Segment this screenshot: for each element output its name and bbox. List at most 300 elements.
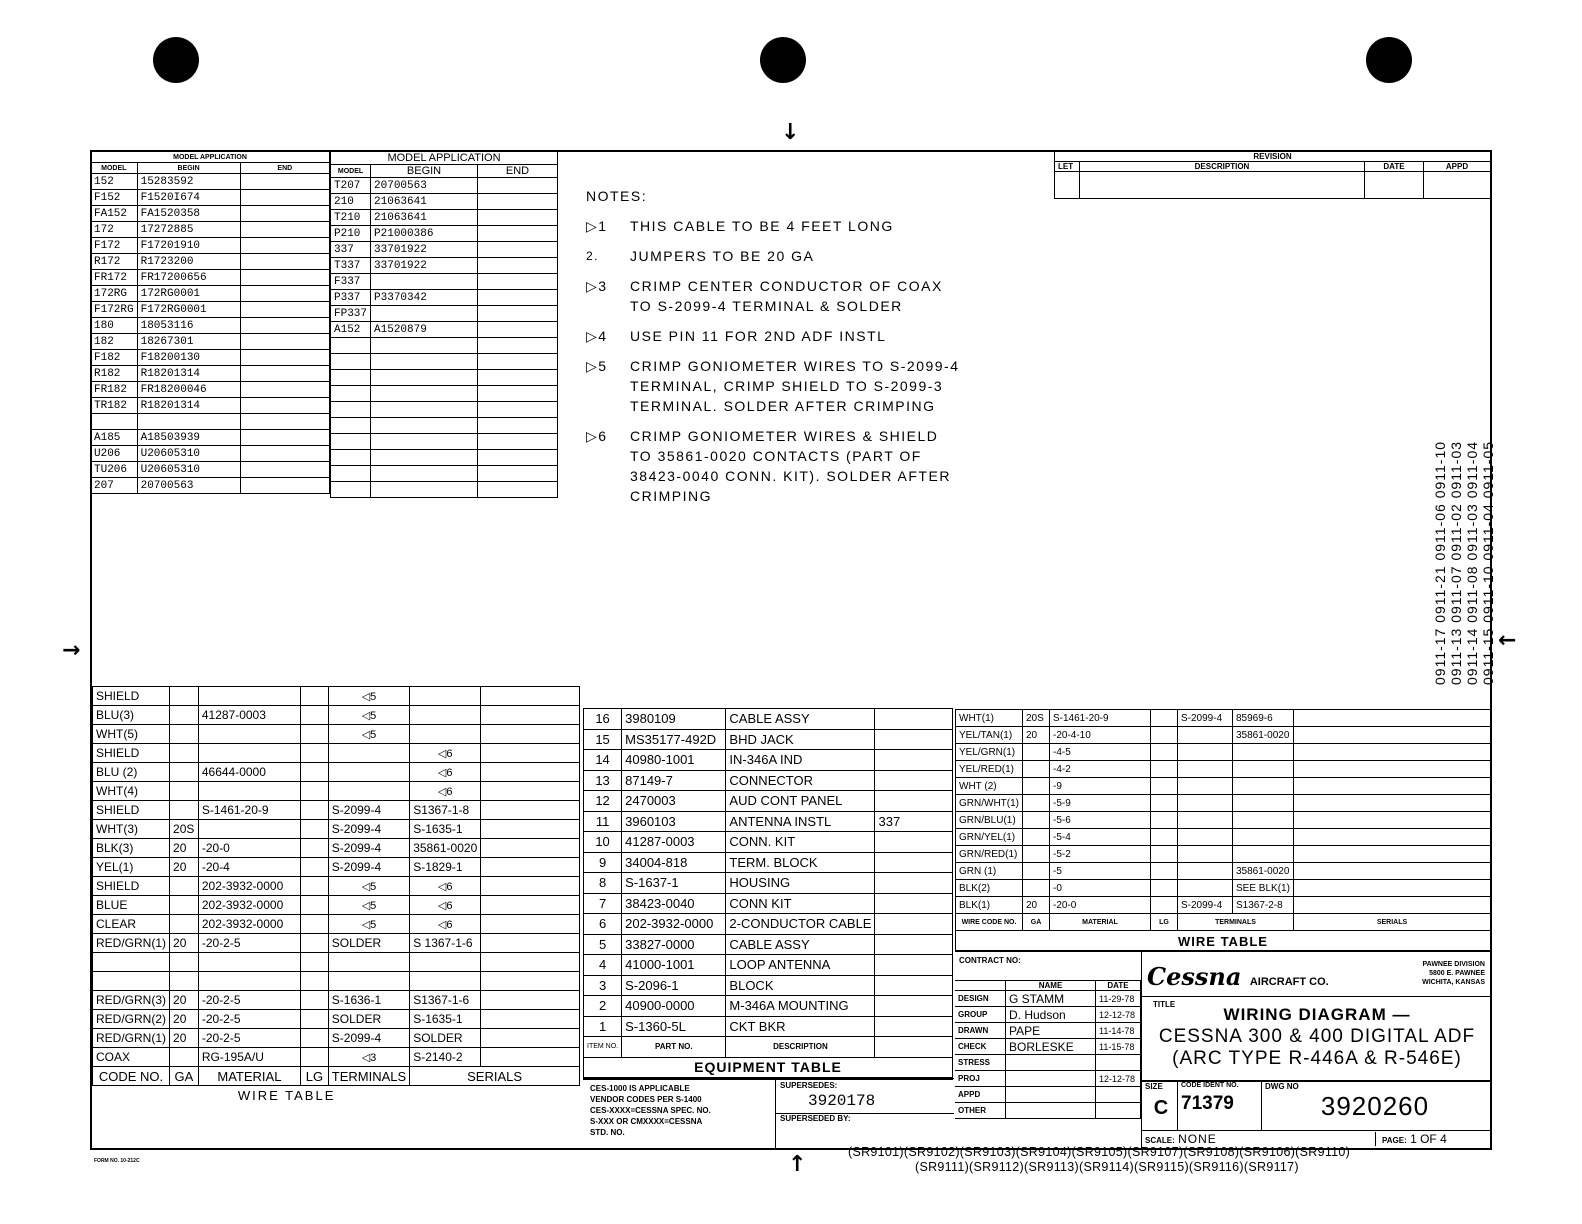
- vertical-code-col-2: 0911-13 0911-07 0911-02 0911-03: [1448, 440, 1464, 685]
- wire-cell: [93, 972, 170, 991]
- note-flag-icon: ▷4: [586, 328, 608, 344]
- punch-hole-left: [153, 37, 199, 83]
- wire-cell: BLUE: [93, 896, 170, 915]
- wire-cell: [410, 706, 481, 725]
- note-cell: [875, 750, 953, 771]
- serials-cell: [481, 763, 580, 782]
- dwg-no-box: DWG NO 3920260: [1265, 1082, 1430, 1121]
- model-application-title-2: MODEL APPLICATION: [331, 152, 558, 165]
- material: -5-6: [1050, 812, 1151, 829]
- equipment-table-title: EQUIPMENT TABLE: [584, 1057, 953, 1078]
- note-line: JUMPERS TO BE 20 GA: [630, 248, 815, 264]
- note-flag-icon: ▷6: [586, 428, 608, 444]
- wire-cell: S-1461-20-9: [198, 801, 300, 820]
- wire-cell: 35861-0020: [410, 839, 481, 858]
- right-wire-table-title: WIRE TABLE: [956, 931, 1491, 952]
- lg: [1151, 846, 1178, 863]
- supersedes-box: SUPERSEDES: 3920178: [775, 1078, 954, 1114]
- begin-cell: [371, 306, 478, 322]
- model-cell: F182: [91, 350, 138, 366]
- model-cell: [331, 482, 371, 498]
- begin-cell: 15283592: [137, 174, 240, 190]
- terminal-b: 35861-0020: [1233, 727, 1294, 744]
- note-line: USE PIN 11 FOR 2ND ADF INSTL: [630, 328, 887, 344]
- sign-date: 12-12-78: [1096, 1071, 1141, 1087]
- wire-cell: SOLDER: [410, 1029, 481, 1048]
- material: -5-9: [1050, 795, 1151, 812]
- note-item: [586, 426, 960, 506]
- form-number: FORM NO. 10-212C: [94, 1158, 140, 1164]
- wire-row: [956, 727, 1491, 744]
- terminal-b: [1233, 778, 1294, 795]
- begin-cell: 18053116: [137, 318, 240, 334]
- right-wire-table: [955, 709, 1491, 952]
- terminal-b: SEE BLK(1): [1233, 880, 1294, 897]
- wire-row: [93, 953, 580, 972]
- end-cell: [240, 190, 329, 206]
- item-no: 6: [584, 914, 622, 935]
- wire-cell: [301, 744, 329, 763]
- footer-header: GA: [1023, 914, 1050, 931]
- model-cell: 152: [91, 174, 138, 190]
- serials-cell: [481, 706, 580, 725]
- role: PROJ: [955, 1071, 1006, 1087]
- serials-cell: [481, 782, 580, 801]
- footer-header: WIRE CODE NO.: [956, 914, 1023, 931]
- wire-cell: [410, 725, 481, 744]
- begin-cell: FA1520358: [137, 206, 240, 222]
- note-flag-icon: ◁5: [328, 915, 409, 934]
- wire-cell: [301, 991, 329, 1010]
- serials-cell: [1294, 744, 1491, 761]
- note-cell: [875, 832, 953, 853]
- wire-cell: [198, 744, 300, 763]
- header-begin-2: BEGIN: [371, 165, 478, 178]
- rev-date-header: DATE: [1365, 162, 1424, 172]
- lg: [1151, 812, 1178, 829]
- end-cell: [478, 274, 558, 290]
- begin-cell: [371, 418, 478, 434]
- notes-list: [586, 216, 960, 506]
- part-no: S-1637-1: [622, 873, 726, 894]
- superseded-by-box: SUPERSEDED BY:: [775, 1112, 954, 1148]
- note-cell: [875, 1016, 953, 1037]
- end-cell: [478, 194, 558, 210]
- wire-cell: 20: [170, 1029, 199, 1048]
- role: CHECK: [955, 1039, 1006, 1055]
- terminal-a: [1178, 829, 1233, 846]
- item-no: 9: [584, 852, 622, 873]
- wire-cell: WHT(5): [93, 725, 170, 744]
- model-row-left: [91, 350, 330, 366]
- begin-cell: F18200130: [137, 350, 240, 366]
- end-cell: [478, 386, 558, 402]
- material: -20-0: [1050, 897, 1151, 914]
- wire-cell: [301, 687, 329, 706]
- begin-cell: [371, 274, 478, 290]
- title-block: CONTRACT NO: NAME DATE DESIGN G STAMM 11-29-78 GROUP D. Hudson 12-12-78 DRAWN PAPE 11-14-78 CHECK BORLESKE 11-15-78 STRESS PROJ 12-12-78 APPD OTHER Cessna AIRCRAFT CO. PAWNEE DIVISION 5800 E. PAWNEE WICHITA, KANSAS TITLE WIRING DIAGRAM — CESSNA 300 & 400 DIGITAL ADF (ARC TYPE R-446A & R-546E) SIZE C CODE IDENT NO. 71379 DWG NO 3920260 SCALE: NONE PAGE: 1 OF 4: [955, 950, 1491, 1150]
- note-line: CRIMP CENTER CONDUCTOR OF COAX: [630, 278, 943, 294]
- part-no: 41287-0003: [622, 832, 726, 853]
- begin-cell: [371, 434, 478, 450]
- terminal-a: [1178, 812, 1233, 829]
- item-no-header: ITEM NO.: [584, 1037, 622, 1058]
- wire-cell: [301, 763, 329, 782]
- footer-header: GA: [170, 1067, 199, 1086]
- wire-cell: [328, 763, 409, 782]
- terminal-a: [1178, 761, 1233, 778]
- model-row-right: [331, 274, 558, 290]
- signature-row: [955, 991, 1141, 1007]
- wire-cell: S-2099-4: [328, 1029, 409, 1048]
- wire-row: [93, 915, 580, 934]
- vertical-code-col-4: 0911-15 0911-10 0911-04 0911-05: [1480, 440, 1496, 685]
- serials-cell: [481, 725, 580, 744]
- end-cell: [478, 242, 558, 258]
- end-cell: [478, 306, 558, 322]
- wire-cell: [301, 972, 329, 991]
- model-cell: FP337: [331, 306, 371, 322]
- note-item: [586, 216, 960, 236]
- serials-cell: [1294, 812, 1491, 829]
- wire-cell: [301, 934, 329, 953]
- model-row-left: [91, 222, 330, 238]
- wire-row: [956, 880, 1491, 897]
- wire-cell: S-2099-4: [328, 801, 409, 820]
- model-row-right: [331, 354, 558, 370]
- end-cell: [240, 302, 329, 318]
- end-cell: [240, 350, 329, 366]
- page-box: PAGE: 1 OF 4: [1375, 1132, 1447, 1146]
- terminal-b: [1233, 744, 1294, 761]
- sign-date: [1096, 1055, 1141, 1071]
- serials-cell: [481, 687, 580, 706]
- equipment-row: [584, 750, 953, 771]
- note-line: THIS CABLE TO BE 4 FEET LONG: [630, 218, 894, 234]
- wire-row: [93, 1048, 580, 1067]
- serials-cell: [481, 991, 580, 1010]
- wire-row: [956, 829, 1491, 846]
- part-no-header: PART NO.: [622, 1037, 726, 1058]
- model-row-right: [331, 210, 558, 226]
- note-cell: [875, 934, 953, 955]
- item-no: 15: [584, 729, 622, 750]
- model-cell: [331, 338, 371, 354]
- role: DESIGN: [955, 991, 1006, 1007]
- serials-cell: [1294, 897, 1491, 914]
- model-row-left: [91, 366, 330, 382]
- equipment-row: [584, 852, 953, 873]
- serials-cell: [1294, 846, 1491, 863]
- note-cell: [875, 770, 953, 791]
- model-cell: F172: [91, 238, 138, 254]
- wire-row: [956, 897, 1491, 914]
- part-no: 3960103: [622, 811, 726, 832]
- equipment-row: [584, 811, 953, 832]
- material: -0: [1050, 880, 1151, 897]
- wire-row: [93, 820, 580, 839]
- serials-cell: [1294, 778, 1491, 795]
- material: -4-2: [1050, 761, 1151, 778]
- serials-cell: [481, 934, 580, 953]
- wire-cell: S-1829-1: [410, 858, 481, 877]
- wire-row: [93, 687, 580, 706]
- model-cell: F172RG: [91, 302, 138, 318]
- specs-block: CES-1000 IS APPLICABLE VENDOR CODES PER S-1400 CES-XXXX=CESSNA SPEC. NO. S-XXX OR CMXXXX=CESSNA STD. NO.: [590, 1084, 711, 1137]
- item-no: 3: [584, 975, 622, 996]
- model-cell: [331, 466, 371, 482]
- ga: [1023, 846, 1050, 863]
- begin-cell: 33701922: [371, 242, 478, 258]
- begin-cell: 33701922: [371, 258, 478, 274]
- model-row-right: [331, 482, 558, 498]
- begin-cell: [371, 482, 478, 498]
- lg: [1151, 795, 1178, 812]
- division-address: PAWNEE DIVISION 5800 E. PAWNEE WICHITA, KANSAS: [1422, 961, 1485, 986]
- model-cell: R182: [91, 366, 138, 382]
- wire-cell: [301, 706, 329, 725]
- serials-cell: [481, 972, 580, 991]
- item-no: 7: [584, 893, 622, 914]
- note-flag-icon: ◁6: [410, 877, 481, 896]
- item-no: 5: [584, 934, 622, 955]
- signature-row: [955, 1039, 1141, 1055]
- role: DRAWN: [955, 1023, 1006, 1039]
- model-cell: [91, 414, 138, 430]
- end-cell: [478, 402, 558, 418]
- wire-cell: [301, 1010, 329, 1029]
- note-flag-icon: ◁6: [410, 915, 481, 934]
- wire-cell: BLU (2): [93, 763, 170, 782]
- wire-row: [93, 744, 580, 763]
- wire-cell: RED/GRN(1): [93, 1029, 170, 1048]
- description: CABLE ASSY: [726, 934, 875, 955]
- arrow-left-icon: ←: [1498, 628, 1517, 653]
- serials-cell: [1294, 727, 1491, 744]
- wire-cell: YEL(1): [93, 858, 170, 877]
- sign-date: 12-12-78: [1096, 1007, 1141, 1023]
- wire-row: [956, 846, 1491, 863]
- wire-cell: [170, 744, 199, 763]
- wire-row: [956, 795, 1491, 812]
- wire-cell: [170, 706, 199, 725]
- begin-cell: R1723200: [137, 254, 240, 270]
- wire-cell: S1367-1-8: [410, 801, 481, 820]
- wire-cell: [170, 953, 199, 972]
- wire-cell: -20-2-5: [198, 991, 300, 1010]
- model-cell: F337: [331, 274, 371, 290]
- sign-date: 11-15-78: [1096, 1039, 1141, 1055]
- note-flag-icon: ▷1: [586, 218, 608, 234]
- wire-row: [93, 725, 580, 744]
- footer-header: MATERIAL: [198, 1067, 300, 1086]
- begin-cell: FR18200046: [137, 382, 240, 398]
- serials-cell: [1294, 863, 1491, 880]
- item-no: 13: [584, 770, 622, 791]
- serials-cell: [1294, 710, 1491, 727]
- ga: [1023, 863, 1050, 880]
- begin-cell: A1520879: [371, 322, 478, 338]
- begin-cell: [371, 338, 478, 354]
- item-no: 16: [584, 709, 622, 730]
- begin-cell: [371, 466, 478, 482]
- begin-cell: 21063641: [371, 194, 478, 210]
- signer-name: BORLESKE: [1006, 1039, 1096, 1055]
- ga: [1023, 761, 1050, 778]
- serials-cell: [481, 877, 580, 896]
- serials-cell: [481, 839, 580, 858]
- terminal-a: [1178, 863, 1233, 880]
- note-flag-icon: ◁5: [328, 877, 409, 896]
- serials-cell: [481, 953, 580, 972]
- note-flag-icon: ◁3: [328, 1048, 409, 1067]
- rev-let-header: LET: [1055, 162, 1080, 172]
- left-wire-table-title: WIRE TABLE: [237, 1087, 336, 1103]
- footer-header: SERIALS: [410, 1067, 580, 1086]
- model-row-left: [91, 414, 330, 430]
- model-cell: [331, 354, 371, 370]
- note-flag-icon: ◁5: [328, 725, 409, 744]
- wire-row: [93, 782, 580, 801]
- header-model: MODEL: [91, 163, 138, 174]
- lg: [1151, 761, 1178, 778]
- model-row-right: [331, 322, 558, 338]
- model-row-right: [331, 466, 558, 482]
- item-no: 4: [584, 955, 622, 976]
- notes-heading: NOTES:: [586, 188, 648, 204]
- ga: 20: [1023, 727, 1050, 744]
- sign-date: [1096, 1087, 1141, 1103]
- end-cell: [478, 210, 558, 226]
- begin-cell: [371, 354, 478, 370]
- wire-row: [93, 839, 580, 858]
- wire-cell: 20: [170, 1010, 199, 1029]
- part-no: 87149-7: [622, 770, 726, 791]
- model-row-right: [331, 434, 558, 450]
- description: CONNECTOR: [726, 770, 875, 791]
- terminal-b: 85969-6: [1233, 710, 1294, 727]
- equipment-row: [584, 975, 953, 996]
- note-item: [586, 246, 960, 266]
- wire-cell: [170, 725, 199, 744]
- wire-cell: [301, 858, 329, 877]
- wire-row: [93, 934, 580, 953]
- end-cell: [240, 446, 329, 462]
- sign-date: [1096, 1103, 1141, 1119]
- wire-cell: [410, 687, 481, 706]
- wire-cell: SHIELD: [93, 687, 170, 706]
- end-cell: [240, 270, 329, 286]
- material: -5-2: [1050, 846, 1151, 863]
- equipment-row: [584, 996, 953, 1017]
- wire-code: WHT(1): [956, 710, 1023, 727]
- ga: [1023, 744, 1050, 761]
- model-row-right: [331, 338, 558, 354]
- terminal-a: [1178, 744, 1233, 761]
- note-cell: [875, 791, 953, 812]
- wire-cell: RG-195A/U: [198, 1048, 300, 1067]
- wire-cell: 20: [170, 934, 199, 953]
- terminal-a: [1178, 727, 1233, 744]
- wire-cell: S-2099-4: [328, 839, 409, 858]
- model-cell: A185: [91, 430, 138, 446]
- note-flag-icon: ▷3: [586, 278, 608, 294]
- note-line: TERMINAL. SOLDER AFTER CRIMPING: [630, 398, 936, 414]
- note-flag-icon: ◁5: [328, 687, 409, 706]
- wire-code: GRN/YEL(1): [956, 829, 1023, 846]
- size-box: SIZE C: [1145, 1082, 1178, 1130]
- wire-cell: [328, 744, 409, 763]
- model-cell: 172RG: [91, 286, 138, 302]
- wire-cell: [198, 953, 300, 972]
- begin-cell: [371, 450, 478, 466]
- equipment-row: [584, 873, 953, 894]
- note-cell: [875, 873, 953, 894]
- revision-title: REVISION: [1055, 152, 1491, 162]
- wire-row: [956, 761, 1491, 778]
- signer-name: [1006, 1071, 1096, 1087]
- description: AUD CONT PANEL: [726, 791, 875, 812]
- part-no: S-2096-1: [622, 975, 726, 996]
- wire-cell: 46644-0000: [198, 763, 300, 782]
- end-cell: [240, 334, 329, 350]
- arrow-up-icon: ↑: [788, 1152, 807, 1177]
- terminal-b: S1367-2-8: [1233, 897, 1294, 914]
- serials-cell: [1294, 829, 1491, 846]
- model-cell: [331, 434, 371, 450]
- signer-name: [1006, 1055, 1096, 1071]
- end-cell: [478, 290, 558, 306]
- signature-row: [955, 1103, 1141, 1119]
- part-no: 2470003: [622, 791, 726, 812]
- end-cell: [478, 338, 558, 354]
- wire-row: [956, 863, 1491, 880]
- wire-cell: BLU(3): [93, 706, 170, 725]
- footer-header: TERMINALS: [328, 1067, 409, 1086]
- model-row-left: [91, 382, 330, 398]
- serials-cell: [481, 1048, 580, 1067]
- rev-appd-header: APPD: [1424, 162, 1491, 172]
- model-cell: [331, 370, 371, 386]
- serials-cell: [481, 820, 580, 839]
- wire-cell: [198, 725, 300, 744]
- model-row-left: [91, 302, 330, 318]
- note-line: 38423-0040 CONN. KIT). SOLDER AFTER: [630, 468, 951, 484]
- note-cell: [875, 852, 953, 873]
- wire-cell: -20-4: [198, 858, 300, 877]
- begin-cell: [371, 402, 478, 418]
- description: BLOCK: [726, 975, 875, 996]
- wire-cell: [301, 915, 329, 934]
- wire-cell: [198, 820, 300, 839]
- note-cell: [875, 709, 953, 730]
- model-cell: U206: [91, 446, 138, 462]
- serials-cell: [481, 1029, 580, 1048]
- wire-cell: 202-3932-0000: [198, 915, 300, 934]
- wire-row: [956, 812, 1491, 829]
- description: TERM. BLOCK: [726, 852, 875, 873]
- item-no: 1: [584, 1016, 622, 1037]
- wire-cell: [301, 801, 329, 820]
- serials-cell: [481, 744, 580, 763]
- model-cell: P210: [331, 226, 371, 242]
- end-cell: [240, 398, 329, 414]
- note-cell: [875, 914, 953, 935]
- lg: [1151, 744, 1178, 761]
- model-row-right: [331, 258, 558, 274]
- notes-section: [586, 186, 960, 516]
- model-application-table-left: [90, 151, 330, 494]
